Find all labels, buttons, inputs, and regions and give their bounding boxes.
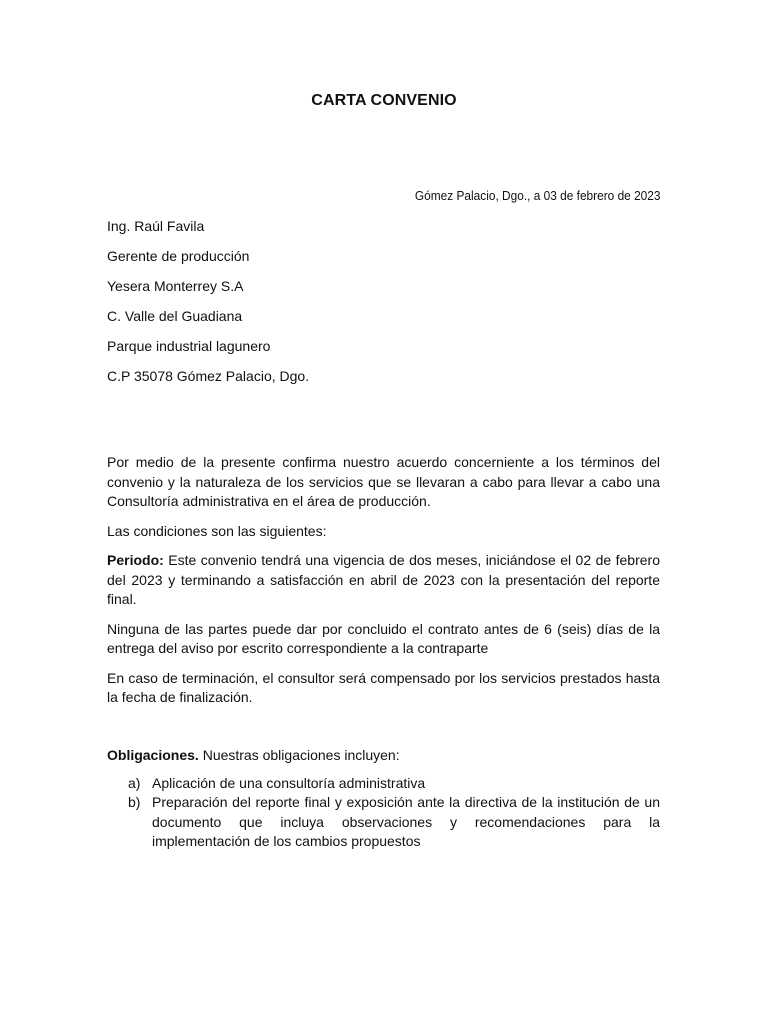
obligaciones-section <box>107 746 660 852</box>
recipient-name: Ing. Raúl Favila <box>107 218 205 234</box>
date-line: Gómez Palacio, Dgo., a 03 de febrero de 2023 <box>414 189 660 203</box>
list-item <box>107 774 660 794</box>
obligaciones-label: Obligaciones. <box>107 747 199 763</box>
periodo-paragraph <box>107 551 660 610</box>
list-item <box>107 793 660 852</box>
periodo-label: Periodo: <box>107 552 164 568</box>
obligaciones-text: Nuestras obligaciones incluyen: <box>198 747 400 763</box>
letter-body <box>107 453 660 718</box>
document-title: CARTA CONVENIO <box>311 92 457 109</box>
obligaciones-list <box>107 774 660 852</box>
list-marker: b) <box>128 794 141 810</box>
recipient-company: Yesera Monterrey S.A <box>107 278 244 294</box>
recipient-position: Gerente de producción <box>107 248 250 264</box>
terminacion-paragraph: En caso de terminación, el consultor será compensado por los servicios prestados hasta la fecha de finalización. <box>107 669 660 705</box>
recipient-park: Parque industrial lagunero <box>107 338 271 354</box>
conditions-intro: Las condiciones son las siguientes: <box>107 522 327 539</box>
list-item-text: Preparación del reporte final y exposición ante la directiva de la institución de un documento que incluya observaciones y recomendaciones para la implementación de los cambios propuestos <box>152 794 660 849</box>
periodo-text: Este convenio tendrá una vigencia de dos meses, iniciándose el 02 de febrero del 2023 y terminando a satisfacción en abril de 2023 con la presentación del reporte final. <box>107 552 660 607</box>
intro-paragraph: Por medio de la presente confirma nuestro acuerdo concerniente a los términos del convenio y la naturaleza de los servicios que se llevaran a cabo para llevar a cabo una Consultoría administrativa en el área de producción. <box>107 454 660 509</box>
recipient-postal: C.P 35078 Gómez Palacio, Dgo. <box>107 368 310 384</box>
ninguna-paragraph: Ninguna de las partes puede dar por concluido el contrato antes de 6 (seis) días de la entrega del aviso por escrito correspondiente a la contraparte <box>107 620 660 656</box>
recipient-street: C. Valle del Guadiana <box>107 308 243 324</box>
obligaciones-heading <box>107 746 660 766</box>
recipient-block <box>107 216 667 396</box>
list-marker: a) <box>128 774 141 791</box>
list-item-text: Aplicación de una consultoría administrativa <box>152 774 426 791</box>
